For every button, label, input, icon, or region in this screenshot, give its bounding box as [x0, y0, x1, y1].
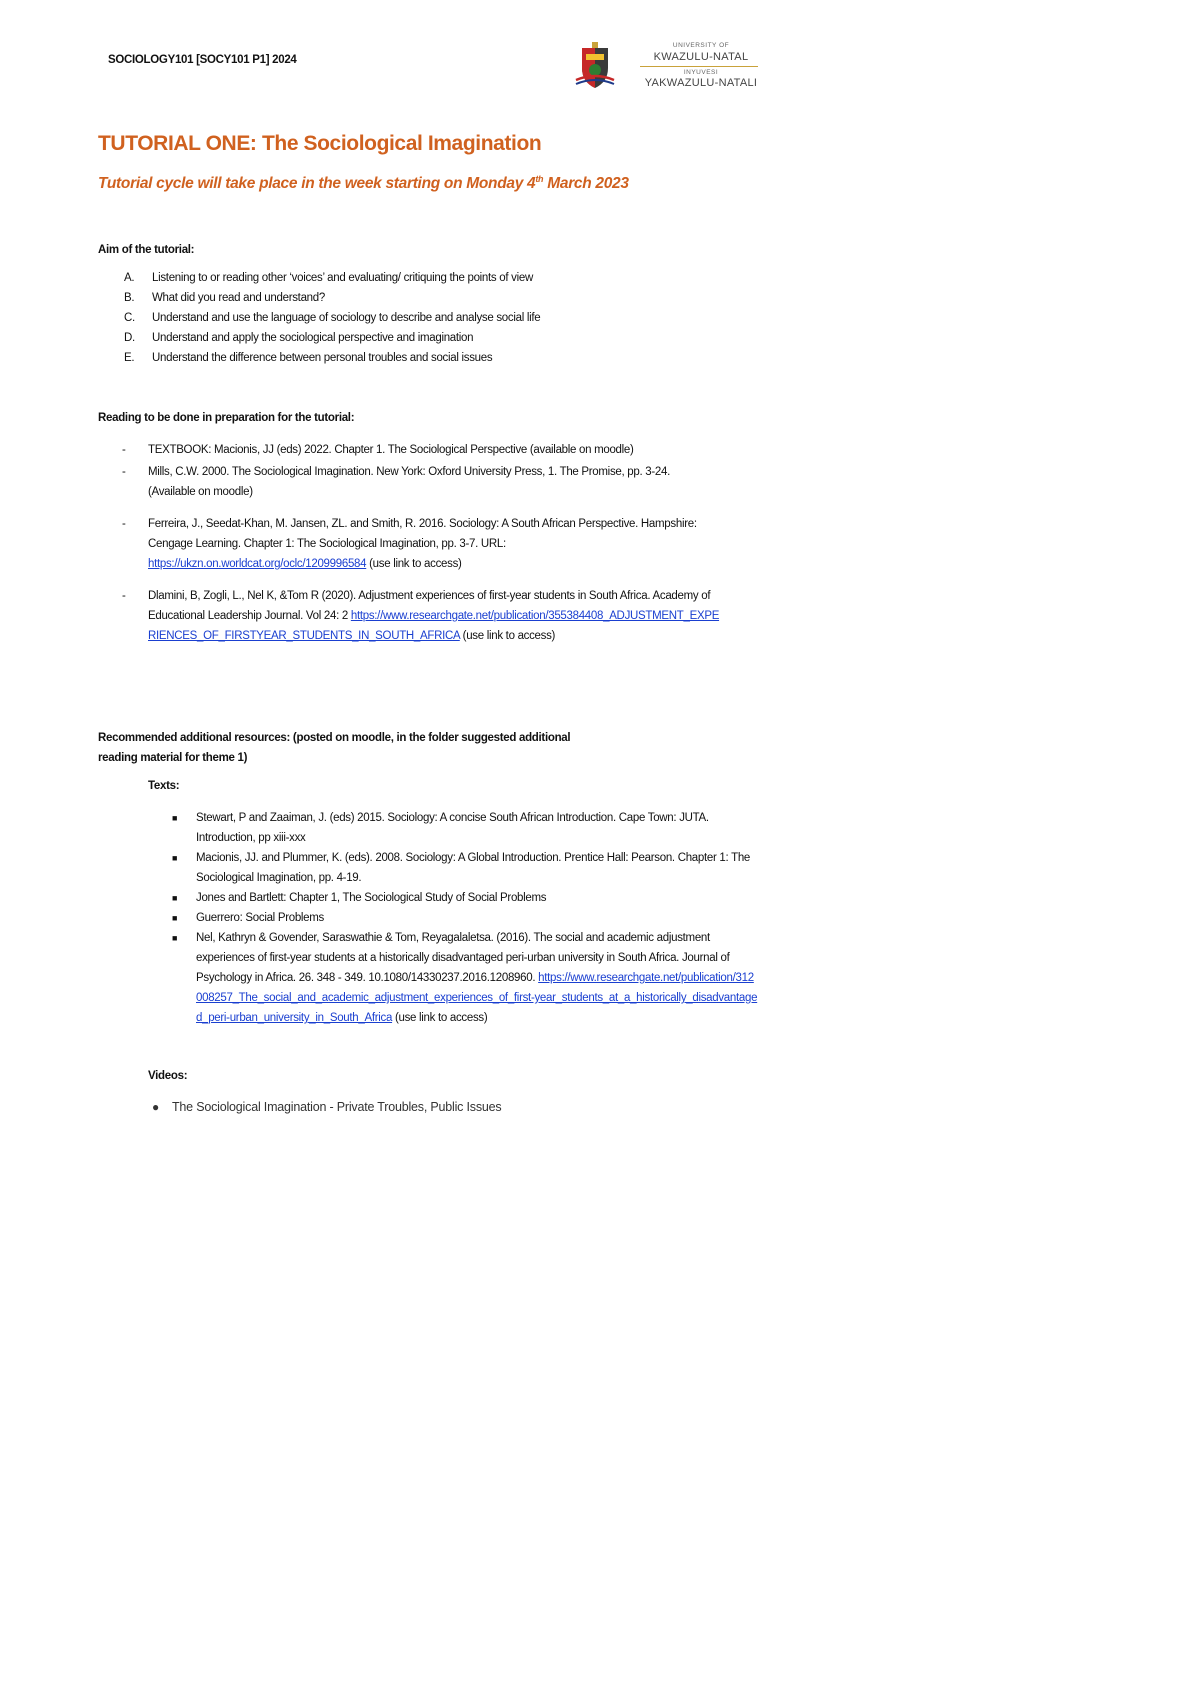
university-logo	[574, 40, 758, 92]
additional-label	[98, 728, 718, 768]
bullet-icon: ■	[172, 853, 178, 863]
list-item-text: What did you read and understand?	[152, 292, 325, 304]
list-item	[124, 328, 744, 348]
aims-list	[124, 268, 744, 368]
logo-divider	[640, 66, 758, 67]
list-item-text: Nel, Kathryn & Govender, Saraswathie & Tom, Reyagalaletsa. (2016). The social and academic adjustment experiences of first-year students at a historically disadvantaged peri-urban university in South Africa. Journal of Psychology in Africa. 26. 348 - 349. 10.1080/14330237.2016.1208960.	[196, 932, 730, 984]
page-subtitle	[98, 174, 629, 193]
list-item-text: Mills, C.W. 2000. The Sociological Imagination. New York: Oxford University Press, 1. The Promise, pp. 3-24. (Available on moodle)	[148, 466, 670, 498]
logo-line-1: UNIVERSITY OF	[672, 42, 730, 49]
list-marker: B.	[124, 292, 135, 304]
dash-marker: -	[122, 444, 126, 456]
video-link[interactable]: The Sociological Imagination - Private Troubles, Public Issues	[172, 1100, 502, 1114]
list-item-text: Understand the difference between personal troubles and social issues	[152, 352, 493, 364]
list-item	[120, 514, 720, 574]
list-item-text: Stewart, P and Zaaiman, J. (eds) 2015. Sociology: A concise South African Introduction. Cape Town: JUTA. Introduction, pp xiii-xxx	[196, 812, 709, 844]
subtitle-sup: th	[535, 174, 544, 184]
link-note: (use link to access)	[392, 1012, 488, 1024]
page-title: TUTORIAL ONE: The Sociological Imagination	[98, 132, 542, 155]
additional-label-line-2: reading material for theme 1)	[98, 752, 248, 764]
list-item-text: Macionis, JJ. and Plummer, K. (eds). 2008. Sociology: A Global Introduction. Prentice Hall: Pearson. Chapter 1: The Sociological Imagination, pp. 4-19.	[196, 852, 751, 884]
list-item	[120, 586, 720, 646]
dash-marker: -	[122, 518, 126, 530]
logo-line-4: YAKWAZULU-NATALI	[644, 77, 758, 89]
list-marker: E.	[124, 352, 135, 364]
logo-line-3: INYUVESI	[683, 69, 719, 76]
list-item	[168, 928, 758, 1028]
reading-label: Reading to be done in preparation for the tutorial:	[98, 412, 355, 424]
bullet-icon: ●	[152, 1100, 160, 1114]
logo-line-2: KWAZULU-NATAL	[653, 51, 749, 63]
bullet-icon: ■	[172, 933, 178, 943]
texts-label: Texts:	[148, 780, 180, 792]
list-item	[124, 288, 744, 308]
list-item	[120, 440, 720, 460]
link-note: (use link to access)	[366, 558, 462, 570]
list-item	[124, 308, 744, 328]
subtitle-text: Tutorial cycle will take place in the week starting on Monday 4	[98, 175, 536, 193]
list-item-text: Guerrero: Social Problems	[196, 912, 324, 924]
list-item-text: Jones and Bartlett: Chapter 1, The Sociological Study of Social Problems	[196, 892, 547, 904]
worldcat-link[interactable]: https://ukzn.on.worldcat.org/oclc/1209996584	[148, 558, 367, 570]
list-item	[120, 462, 720, 502]
list-item	[168, 848, 758, 888]
list-item-text: Understand and use the language of sociology to describe and analyse social life	[152, 312, 541, 324]
list-marker: A.	[124, 272, 135, 284]
course-code: SOCIOLOGY101 [SOCY101 P1] 2024	[108, 54, 297, 66]
aims-label: Aim of the tutorial:	[98, 244, 195, 256]
list-item	[124, 268, 744, 288]
list-marker: D.	[124, 332, 135, 344]
subtitle-text-end: March 2023	[543, 175, 629, 193]
list-item	[168, 808, 758, 848]
additional-label-line-1: Recommended additional resources: (posted on moodle, in the folder suggested additional	[98, 732, 571, 744]
dash-marker: -	[122, 590, 126, 602]
list-item-text: Understand and apply the sociological perspective and imagination	[152, 332, 474, 344]
bullet-icon: ■	[172, 893, 178, 903]
list-item-text: Listening to or reading other ‘voices’ and evaluating/ critiquing the points of view	[152, 272, 533, 284]
list-item	[168, 888, 758, 908]
researchgate-link[interactable]: https://www.researchgate.net/publication/312008257_The_social_and_academic_adjustment_experiences_of_first-year_students_at_a_historically_disadvantaged_peri-urban_university_in_South_Africa	[196, 972, 758, 1024]
bullet-icon: ■	[172, 913, 178, 923]
reading-list	[120, 440, 720, 646]
texts-list	[168, 808, 758, 1028]
link-note: (use link to access)	[459, 630, 556, 642]
dash-marker: -	[122, 466, 126, 478]
researchgate-link[interactable]: https://www.researchgate.net/publication/355384408_ADJUSTMENT_EXPERIENCES_OF_FIRSTYEAR_STUDENTS_IN_SOUTH_AFRICA	[148, 610, 720, 642]
list-item	[124, 348, 744, 368]
university-crest-icon	[574, 42, 616, 90]
list-item	[168, 908, 758, 928]
list-item-text: TEXTBOOK: Macionis, JJ (eds) 2022. Chapter 1. The Sociological Perspective (available on moodle)	[148, 444, 634, 456]
list-item-text: Ferreira, J., Seedat-Khan, M. Jansen, ZL. and Smith, R. 2016. Sociology: A South African Perspective. Hampshire: Cengage Learning. Chapter 1: The Sociological Imagination, pp. 3-7. URL:	[148, 518, 697, 550]
bullet-icon: ■	[172, 813, 178, 823]
videos-label: Videos:	[148, 1070, 188, 1082]
list-marker: C.	[124, 312, 135, 324]
list-item-text: Dlamini, B, Zogli, L., Nel K, &Tom R (2020). Adjustment experiences of first-year students in South Africa. Academy of Educational Leadership Journal. Vol 24: 2	[148, 590, 711, 622]
